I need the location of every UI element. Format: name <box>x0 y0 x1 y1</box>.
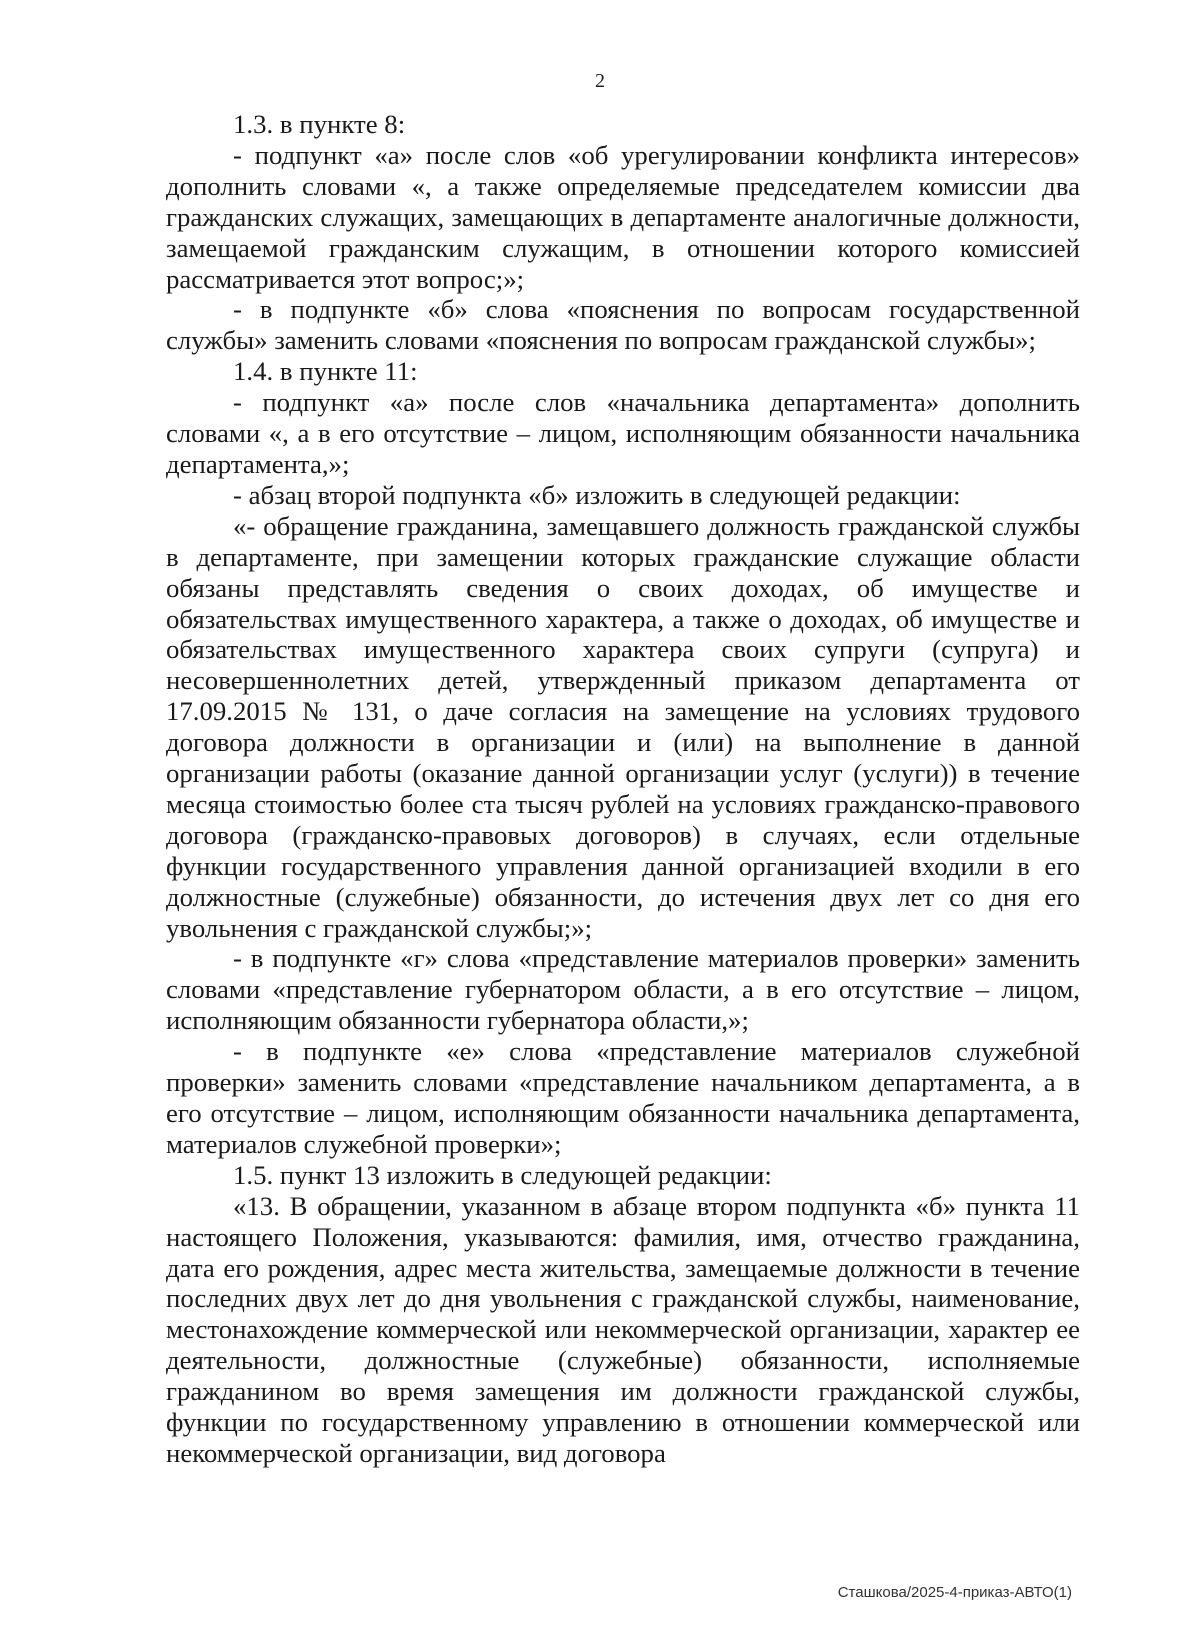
page-number: 2 <box>595 70 605 92</box>
footer-file-reference: Сташкова/2025-4-приказ-АВТО(1) <box>837 1584 1072 1601</box>
paragraph-subpoint-b-second-abstract: - абзац второй подпункта «б» изложить в следующей редакции: <box>233 479 961 510</box>
paragraph-subpoint-a-amendment: - подпункт «а» после слов «об урегулировании конфликта интересов» дополнить словами «, а также определяемые председателем комиссии два гражданских служащих, замещающих в департаменте аналогичные должности, замещаемой гражданским служащим, в отношении которого комиссией рассматривается этот вопрос;»; <box>166 139 1080 294</box>
paragraph-subpoint-b-amendment: - в подпункте «б» слова «пояснения по вопросам государственной службы» заменить словами «пояснения по вопросам гражданской службы»; <box>166 294 1080 356</box>
paragraph-citizen-appeal-text: «- обращение гражданина, замещавшего должность гражданской службы в департаменте, при замещении которых гражданские служащие области обязаны представлять сведения о своих доходах, об имуществе и обязательствах имущественного характера, а также о доходах, об имуществе и обязательствах имущественного характера своих супруги (супруга) и несовершеннолетних детей, утвержденный приказом департамента от 17.09.2015 № 131, о даче согласия на замещение на условиях трудового договора должности в организации и (или) на выполнение в данной организации работы (оказание данной организации услуг (услуги)) в течение месяца стоимостью более ста тысяч рублей на условиях гражданско-правового договора (гражданско-правовых договоров) в случаях, если отдельные функции государственного управления данной организацией входили в его должностные (служебные) обязанности, до истечения двух лет со дня его увольнения с гражданской службы;»; <box>166 510 1080 943</box>
paragraph-1-5-heading: 1.5. пункт 13 изложить в следующей редакции: <box>233 1159 772 1190</box>
paragraph-point-13-text: «13. В обращении, указанном в абзаце втором подпункта «б» пункта 11 настоящего Положения, указываются: фамилия, имя, отчество гражданина, дата его рождения, адрес места жительства, замещаемые должности в течение последних двух лет до дня увольнения с гражданской службы, наименование, местонахождение коммерческой или некоммерческой организации, характер ее деятельности, должностные (служебные) обязанности, исполняемые гражданином во время замещения им должности гражданской службы, функции по государственному управлению в отношении коммерческой или некоммерческой организации, вид договора <box>166 1190 1080 1468</box>
paragraph-subpoint-g-amendment: - в подпункте «г» слова «представление материалов проверки» заменить словами «представление губернатором области, а в его отсутствие – лицом, исполняющим обязанности губернатора области,»; <box>166 943 1080 1036</box>
document-body <box>166 109 1080 1469</box>
paragraph-subpoint-a-head-amendment: - подпункт «а» после слов «начальника департамента» дополнить словами «, а в его отсутствие – лицом, исполняющим обязанности начальника департамента,»; <box>166 387 1080 479</box>
paragraph-1-3-heading: 1.3. в пункте 8: <box>233 109 406 139</box>
paragraph-subpoint-e-amendment: - в подпункте «е» слова «представление материалов служебной проверки» заменить словами «представление начальником департамента, а в его отсутствие – лицом, исполняющим обязанности начальника департамента, материалов служебной проверки»; <box>166 1036 1080 1159</box>
paragraph-1-4-heading: 1.4. в пункте 11: <box>233 356 418 387</box>
